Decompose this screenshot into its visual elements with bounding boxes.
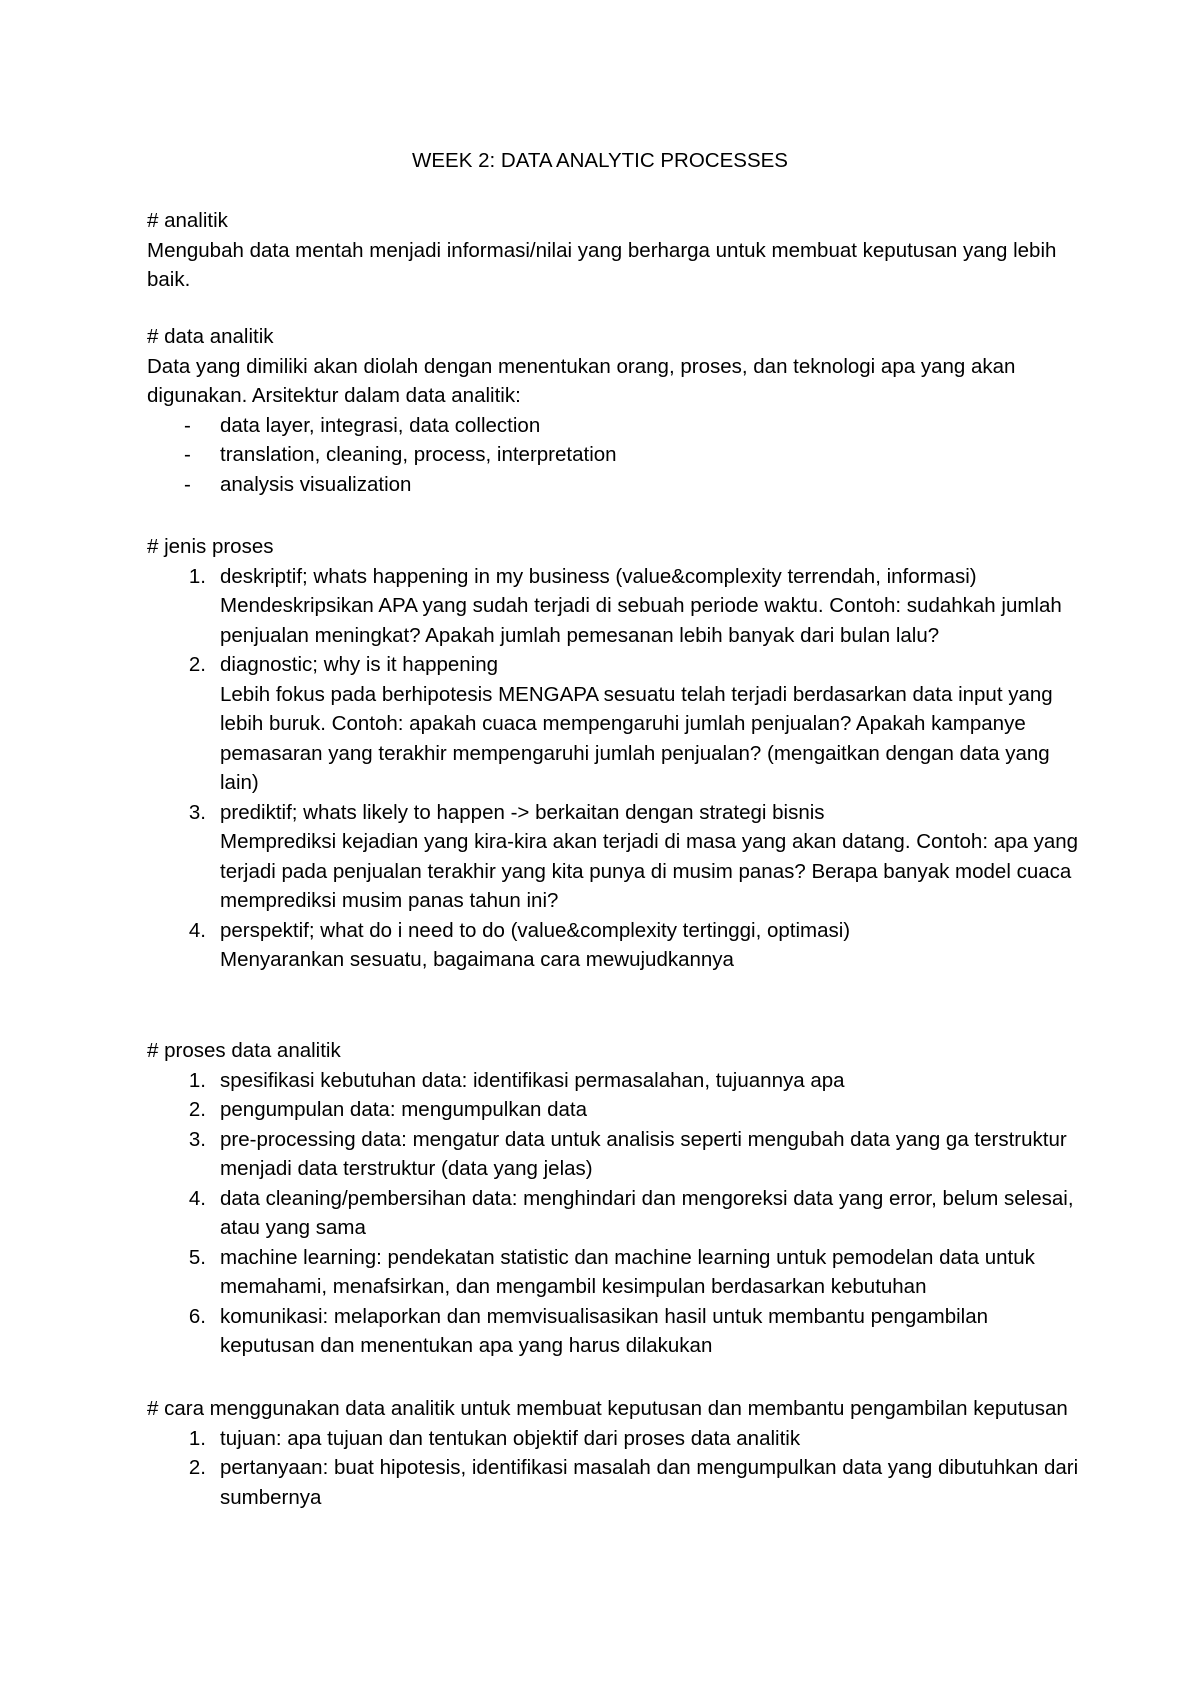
item-text: tujuan: apa tujuan dan tentukan objektif dari proses data analitik xyxy=(220,1426,801,1450)
section-heading: # cara menggunakan data analitik untuk membuat keputusan dan membantu pengambilan keputusan xyxy=(147,1397,1068,1420)
section-body: Mengubah data mentah menjadi informasi/nilai yang berharga untuk membuat keputusan yang lebih baik. xyxy=(147,238,1057,291)
item-text: machine learning: pendekatan statistic dan machine learning untuk pemodelan data untuk memahami, menafsirkan, dan mengambil kesimpulan berdasarkan kebutuhan xyxy=(220,1245,1035,1298)
section-proses-data-analitik xyxy=(147,1036,1087,1361)
list-number: 2. xyxy=(188,653,206,676)
section-heading: # jenis proses xyxy=(147,535,274,558)
list-item xyxy=(147,1095,1087,1125)
usage-steps-list xyxy=(147,1424,1087,1513)
list-item xyxy=(147,562,1087,651)
item-text: pre-processing data: mengatur data untuk analisis seperti mengubah data yang ga terstruktur menjadi data terstruktur (data yang jelas) xyxy=(220,1127,1067,1180)
item-text: komunikasi: melaporkan dan memvisualisasikan hasil untuk membantu pengambilan keputusan dan menentukan apa yang harus dilakukan xyxy=(220,1304,989,1357)
list-item xyxy=(147,916,1087,975)
list-item xyxy=(147,1184,1087,1243)
list-item: - analysis visualization xyxy=(147,470,1087,500)
list-number: 6. xyxy=(188,1304,206,1328)
section-heading: # proses data analitik xyxy=(147,1039,341,1062)
section-analitik xyxy=(147,206,1087,295)
list-item xyxy=(147,798,1087,916)
architecture-list xyxy=(147,411,1087,500)
item-text: data cleaning/pembersihan data: menghindari dan mengoreksi data yang error, belum selesai, atau yang sama xyxy=(220,1186,1074,1239)
section-heading: # analitik xyxy=(147,209,228,232)
item-title: perspektif; what do i need to do (value&complexity tertinggi, optimasi) xyxy=(220,918,851,942)
list-item xyxy=(147,1066,1087,1096)
list-number: 3. xyxy=(188,1127,206,1151)
list-number: 5. xyxy=(188,1245,206,1269)
item-text: pertanyaan: buat hipotesis, identifikasi masalah dan mengumpulkan data yang dibutuhkan dari sumbernya xyxy=(220,1456,1079,1509)
list-item xyxy=(147,650,1087,798)
item-title: deskriptif; whats happening in my business (value&complexity terrendah, informasi) xyxy=(220,564,977,588)
list-number: 4. xyxy=(188,1186,206,1210)
section-heading: # data analitik xyxy=(147,325,274,348)
process-type-list xyxy=(147,562,1087,975)
item-text: pengumpulan data: mengumpulkan data xyxy=(220,1098,587,1121)
item-description: Menyarankan sesuatu, bagaimana cara mewujudkannya xyxy=(220,948,734,971)
list-item: - translation, cleaning, process, interpretation xyxy=(147,440,1087,470)
list-item xyxy=(147,1125,1087,1184)
item-description: Mendeskripsikan APA yang sudah terjadi di sebuah periode waktu. Contoh: sudahkah jumlah penjualan meningkat? Apakah jumlah pemesanan lebih banyak dari bulan lalu? xyxy=(220,594,1062,647)
analytics-process-list xyxy=(147,1066,1087,1361)
list-number: 1. xyxy=(188,564,206,588)
item-title: prediktif; whats likely to happen -> berkaitan dengan strategi bisnis xyxy=(220,800,825,824)
list-number: 4. xyxy=(188,918,206,942)
list-item xyxy=(147,1424,1087,1454)
list-item xyxy=(147,1453,1087,1512)
section-jenis-proses xyxy=(147,532,1087,975)
section-data-analitik xyxy=(147,322,1087,499)
list-number: 1. xyxy=(188,1068,206,1092)
list-number: 2. xyxy=(188,1456,206,1479)
list-item xyxy=(147,1243,1087,1302)
item-text: spesifikasi kebutuhan data: identifikasi permasalahan, tujuannya apa xyxy=(220,1068,845,1092)
section-body: Data yang dimiliki akan diolah dengan menentukan orang, proses, dan teknologi apa yang akan digunakan. Arsitektur dalam data analitik: xyxy=(147,354,1016,407)
list-number: 2. xyxy=(188,1098,206,1121)
list-item: - data layer, integrasi, data collection xyxy=(147,411,1087,441)
page-title: WEEK 2: DATA ANALYTIC PROCESSES xyxy=(412,149,788,172)
item-title: diagnostic; why is it happening xyxy=(220,653,499,676)
list-number: 1. xyxy=(188,1426,206,1450)
list-item xyxy=(147,1302,1087,1361)
item-description: Lebih fokus pada berhipotesis MENGAPA sesuatu telah terjadi berdasarkan data input yang lebih buruk. Contoh: apakah cuaca mempengaruhi jumlah penjualan? Apakah kampanye pemasaran yang terakhir mempengaruhi jumlah penjualan? (mengaitkan dengan data yang lain) xyxy=(220,682,1053,794)
list-number: 3. xyxy=(188,800,206,824)
section-cara-menggunakan xyxy=(147,1394,1087,1512)
item-description: Memprediksi kejadian yang kira-kira akan terjadi di masa yang akan datang. Contoh: apa yang terjadi pada penjualan terakhir yang kita punya di musim panas? Berapa banyak model cuaca memprediksi musim panas tahun ini? xyxy=(220,830,1079,912)
